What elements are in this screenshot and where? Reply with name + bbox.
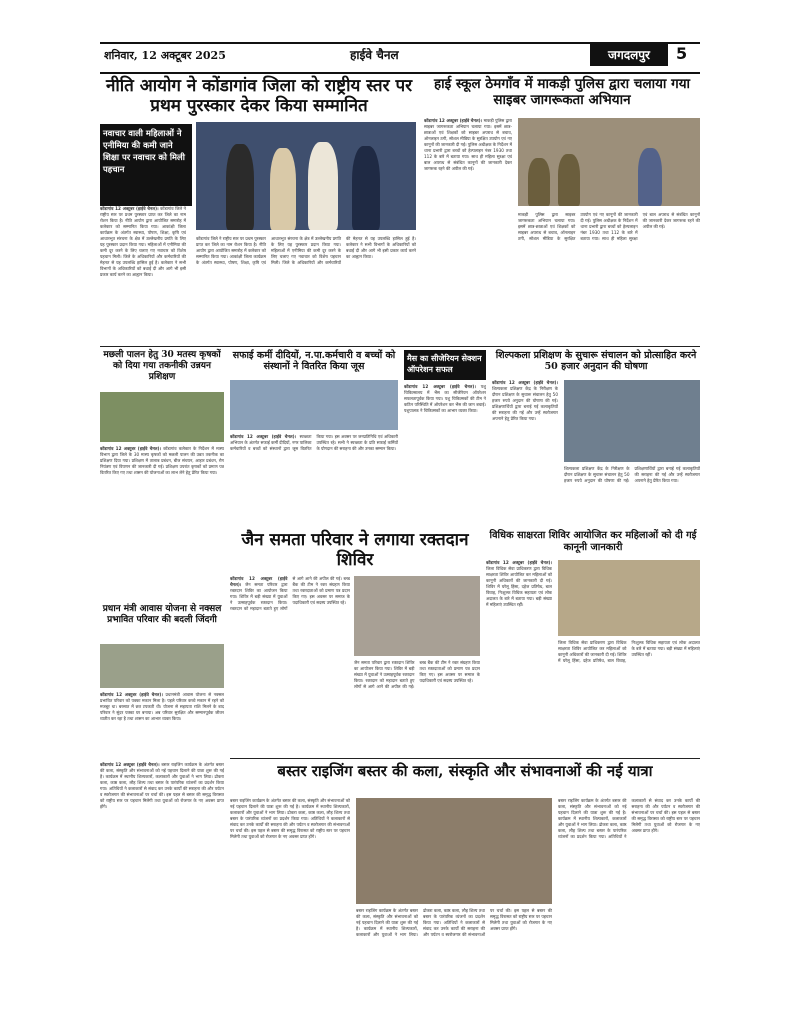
story-body-text: कोंडागांव जिले ने राष्ट्रीय स्तर पर प्रथम पुरस्कार प्राप्त कर जिले का नाम रोशन किया है। नीति आयोग द्वारा आयोजित समारोह में कलेक्टर को सम्मानित किया गया। आकांक्षी जिला कार्यक्रम के अंतर्गत स्वास्थ्य, पोषण, शिक्षा, कृषि एवं आधारभूत संरचना के क्षेत्र में उल्लेखनीय प्रगति के लिए यह पुरस्कार प्रदान किया गया। महिलाओं में एनीमिया की कमी दूर करने के लिए चलाए गए नवाचार को विशेष पहचान मिली। जिले के अधिकारियों और कर्मचारियों की मेहनत से यह उपलब्धि हासिल हुई है। कलेक्टर ने सभी विभागों के अधिकारियों को बधाई दी और आगे भी इसी प्रकार कार्य करने का आह्वान किया। [100,206,186,277]
story-body-text: प्रधानमंत्री आवास योजना से नक्सल प्रभावित परिवार को पक्का मकान मिला है। पहले परिवार कच्चे मकान में रहने को मजबूर था। बरसात में छत टपकती थी। योजना से सहायता राशि मिलने के बाद परिवार ने सुंदर पक्का घर बनाया। अब परिवार सुरक्षित और सम्मानपूर्वक जीवन व्यतीत कर रहा है तथा शासन का आभार व्यक्त किया। [100,692,224,721]
story-body-text: पशु चिकित्सालय में भैंस का सीजेरियन ऑपरेशन सफलतापूर्वक किया गया। पशु चिकित्सकों की टीम ने कठिन परिस्थिति में ऑपरेशन कर भैंस की जान बचाई। पशुपालक ने चिकित्सकों का आभार व्यक्त किया। [404,384,486,413]
story-headline: विधिक साक्षरता शिविर आयोजित कर महिलाओं को दी गई कानूनी जानकारी [489,530,697,553]
story-body [100,762,224,1032]
story-body-text: जैन समता परिवार द्वारा रक्तदान शिविर का आयोजन किया गया। शिविर में बड़ी संख्या में युवाओं ने उत्साहपूर्वक रक्तदान किया। रक्तदान को महादान बताते हुए लोगों से आगे आने की अपील की गई। ब्लड बैंक की टीम ने रक्त संग्रहण किया तथा रक्तदाताओं को प्रमाण पत्र प्रदान किए गए। इस अवसर पर समाज के पदाधिकारी एवं सदस्य उपस्थित रहे। [230,576,350,611]
story-body [100,446,224,600]
issue-date: शनिवार, 12 अक्टूबर 2025 [104,49,226,62]
story-dateline: कोंडागांव 12 अक्टूबर (हाईवे चैनल)। [486,560,552,565]
story-body [230,576,350,754]
story-body-text: शिल्पकला प्रशिक्षण केंद्र के निरीक्षण के दौरान प्रशिक्षण के सुचारू संचालन हेतु 50 हजार रुपये अनुदान की घोषणा की गई। प्रशिक्षणार्थियों द्वारा बनाई गई कलाकृतियों की सराहना की गई और उन्हें स्वरोजगार अपनाने हेतु प्रेरित किया गया। [564,466,700,483]
paper-name: हाईवे चैनल [350,48,399,62]
story-headline: सफाई कर्मी दीदियों, न.पा.कर्मचारी व बच्चों को संस्थानों ने वितरित किया जूस [232,350,396,373]
page-number: 5 [676,44,688,63]
story-shilp [492,350,700,526]
story-body-text: स्वच्छता अभियान के अंतर्गत सफाई कर्मी दीदियों, नगर पालिका कर्मचारियों व बच्चों को संस्थानों द्वारा जूस वितरित किया गया। इस अवसर पर जनप्रतिनिधि एवं अधिकारी उपस्थित रहे। सभी ने स्वच्छता के प्रति सफाई कर्मियों के योगदान की सराहना की और उनका सम्मान किया। [230,434,398,451]
story-cesarean [404,350,486,526]
story-body-cont [196,236,416,344]
story-dateline: कोंडागांव 12 अक्टूबर (हाईवे चैनल)। [492,380,558,385]
story-body-cont [558,640,700,754]
story-body-text: बस्तर राइजिंग कार्यक्रम के अंतर्गत बस्तर की कला, संस्कृति और संभावनाओं को नई पहचान दिलाने की यात्रा शुरू की गई है। कार्यक्रम में स्थानीय शिल्पकारों, कलाकारों और युवाओं ने भाग लिया। ढोकरा कला, काष्ठ कला, लौह शिल्प तथा बस्तर के पारंपरिक व्यंजनों का प्रदर्शन किया गया। अतिथियों ने कलाकारों से संवाद कर उनके कार्यों की सराहना की और पर्यटन व स्वरोजगार की संभावनाओं पर चर्चा की। इस पहल से बस्तर की समृद्ध विरासत को राष्ट्रीय स्तर पर पहचान मिलेगी तथा युवाओं को रोजगार के नए अवसर प्राप्त होंगे। [230,798,350,839]
story-dateline: कोंडागांव 12 अक्टूबर (हाईवे चैनल)। [424,118,483,123]
story-bastar [100,762,700,1032]
story-body-cont [356,908,552,1032]
story-body-text: कोंडागांव जिले ने राष्ट्रीय स्तर पर प्रथम पुरस्कार प्राप्त कर जिले का नाम रोशन किया है। नीति आयोग द्वारा आयोजित समारोह में कलेक्टर को सम्मानित किया गया। आकांक्षी जिला कार्यक्रम के अंतर्गत स्वास्थ्य, पोषण, शिक्षा, कृषि एवं आधारभूत संरचना के क्षेत्र में उल्लेखनीय प्रगति के लिए यह पुरस्कार प्रदान किया गया। महिलाओं में एनीमिया की कमी दूर करने के लिए चलाए गए नवाचार को विशेष पहचान मिली। जिले के अधिकारियों और कर्मचारियों की मेहनत से यह उपलब्धि हासिल हुई है। कलेक्टर ने सभी विभागों के अधिकारियों को बधाई दी और आगे भी इसी प्रकार कार्य करने का आह्वान किया। [196,236,416,265]
story-cyber [424,76,700,344]
divider [230,758,700,759]
story-photo [100,644,224,688]
story-dateline: कोंडागांव 12 अक्टूबर (हाईवे चैनल)। [230,434,297,439]
divider [100,346,700,347]
story-dateline: कोंडागांव 12 अक्टूबर (हाईवे चैनल)। [100,206,159,211]
story-kicker: नवाचार वाली महिलाओं ने एनीमिया की कमी जाने शिक्षा पर नवाचार को मिली पहचान [100,124,192,206]
story-body-text: बस्तर राइजिंग कार्यक्रम के अंतर्गत बस्तर की कला, संस्कृति और संभावनाओं को नई पहचान दिलाने की यात्रा शुरू की गई है। कार्यक्रम में स्थानीय शिल्पकारों, कलाकारों और युवाओं ने भाग लिया। ढोकरा कला, काष्ठ कला, लौह शिल्प तथा बस्तर के पारंपरिक व्यंजनों का प्रदर्शन किया गया। अतिथियों ने कलाकारों से संवाद कर उनके कार्यों की सराहना की और पर्यटन व स्वरोजगार की संभावनाओं पर चर्चा की। इस पहल से बस्तर की समृद्ध विरासत को राष्ट्रीय स्तर पर पहचान मिलेगी तथा युवाओं को रोजगार के नए अवसर प्राप्त होंगे। [100,762,224,809]
story-body [100,206,186,344]
story-headline: जैन समता परिवार ने लगाया रक्तदान शिविर [241,530,469,571]
story-niti [100,76,418,344]
story-body-text: जैन समता परिवार द्वारा रक्तदान शिविर का आयोजन किया गया। शिविर में बड़ी संख्या में युवाओं ने उत्साहपूर्वक रक्तदान किया। रक्तदान को महादान बताते हुए लोगों से आगे आने की अपील की गई। ब्लड बैंक की टीम ने रक्त संग्रहण किया तथा रक्तदाताओं को प्रमाण पत्र प्रदान किए गए। इस अवसर पर समाज के पदाधिकारी एवं सदस्य उपस्थित रहे। [354,660,480,689]
story-headline: बस्तर राइजिंग बस्तर की कला, संस्कृति और संभावनाओं की नई यात्रा [277,762,653,780]
story-body-cont [354,660,480,754]
story-body-cont [518,212,700,344]
story-photo [564,380,700,462]
story-body-text: जिला विधिक सेवा प्राधिकरण द्वारा विधिक साक्षरता शिविर आयोजित कर महिलाओं को कानूनी अधिकारों की जानकारी दी गई। शिविर में घरेलू हिंसा, दहेज प्रतिषेध, बाल विवाह, निःशुल्क विधिक सहायता एवं लोक अदालत के बारे में बताया गया। बड़ी संख्या में महिलाएं उपस्थित रहीं। [486,566,552,607]
story-photo [518,118,700,206]
story-body-text: माकड़ी पुलिस द्वारा साइबर जागरूकता अभियान चलाया गया। इसमें छात्र-छात्राओं एवं शिक्षकों को साइबर अपराध से बचाव, ऑनलाइन ठगी, सोशल मीडिया के सुरक्षित उपयोग एवं नए कानूनों की जानकारी दी गई। पुलिस अधीक्षक के निर्देशन में थाना प्रभारी द्वारा बच्चों को हेल्पलाइन नंबर 1930 तथा 112 के बारे में बताया गया। साथ ही महिला सुरक्षा एवं बाल अपराध से संबंधित कानूनों की जानकारी देकर जागरूक रहने की अपील की गई। [424,118,512,171]
story-dateline: कोंडागांव 12 अक्टूबर (हाईवे चैनल)। [404,384,476,389]
story-dateline: कोंडागांव 12 अक्टूबर (हाईवे चैनल)। [230,576,288,587]
story-headline: मछली पालन हेतु 30 मतस्य कृषकों को दिया गया तकनीकी उन्नयन प्रशिक्षण [103,350,221,382]
story-photo [354,576,480,656]
story-dateline: कोंडागांव 12 अक्टूबर (हाईवे चैनल)। [100,692,163,697]
story-body-text: कोंडागांव कलेक्टर के निर्देशन में मत्स्य विभाग द्वारा जिले के 30 मत्स्य कृषकों को मछली पालन की उन्नत तकनीक का प्रशिक्षण दिया गया। प्रशिक्षण में तालाब प्रबंधन, बीज संचयन, आहार प्रबंधन, रोग नियंत्रण एवं विपणन की जानकारी दी गई। प्रशिक्षण उपरांत कृषकों को प्रमाण पत्र वितरित किए गए तथा शासन की योजनाओं का लाभ लेने हेतु प्रेरित किया गया। [100,446,224,475]
story-body [230,434,398,526]
story-dateline: कोंडागांव 12 अक्टूबर (हाईवे चैनल)। [100,446,162,451]
story-body-cont [558,798,700,1032]
story-body [100,692,224,754]
story-body-text: जिला विधिक सेवा प्राधिकरण द्वारा विधिक साक्षरता शिविर आयोजित कर महिलाओं को कानूनी अधिकारों की जानकारी दी गई। शिविर में घरेलू हिंसा, दहेज प्रतिषेध, बाल विवाह, निःशुल्क विधिक सहायता एवं लोक अदालत के बारे में बताया गया। बड़ी संख्या में महिलाएं उपस्थित रहीं। [558,640,700,663]
story-photo [196,122,416,230]
story-photo [230,380,398,430]
story-vidhik [486,530,700,754]
city-label: जगदलपुर [590,44,668,66]
story-photo [100,392,224,442]
story-body-text: माकड़ी पुलिस द्वारा साइबर जागरूकता अभियान चलाया गया। इसमें छात्र-छात्राओं एवं शिक्षकों को साइबर अपराध से बचाव, ऑनलाइन ठगी, सोशल मीडिया के सुरक्षित उपयोग एवं नए कानूनों की जानकारी दी गई। पुलिस अधीक्षक के निर्देशन में थाना प्रभारी द्वारा बच्चों को हेल्पलाइन नंबर 1930 तथा 112 के बारे में बताया गया। साथ ही महिला सुरक्षा एवं बाल अपराध से संबंधित कानूनों की जानकारी देकर जागरूक रहने की अपील की गई। [518,212,700,241]
story-headline: प्रधान मंत्री आवास योजना से नक्सल प्रभावित परिवार की बदली जिंदगी [102,604,222,625]
story-awas [100,604,224,754]
story-body-cont [230,798,350,1032]
story-headline: नीति आयोग ने कोंडागांव जिला को राष्ट्रीय स्तर पर प्रथम पुरस्कार देकर किया सम्मानित [105,76,413,117]
story-body-text: शिल्पकला प्रशिक्षण केंद्र के निरीक्षण के दौरान प्रशिक्षण के सुचारू संचालन हेतु 50 हजार रुपये अनुदान की घोषणा की गई। प्रशिक्षणार्थियों द्वारा बनाई गई कलाकृतियों की सराहना की गई और उन्हें स्वरोजगार अपनाने हेतु प्रेरित किया गया। [492,386,558,421]
story-body-cont [564,466,700,526]
story-photo [558,560,700,636]
story-photo [356,798,552,904]
story-headline: मैस का सीजेरियन सेक्शन ऑपरेशन सफल [404,350,486,380]
story-jain [230,530,480,754]
story-body [492,380,558,526]
story-body [424,118,512,344]
story-body-text: बस्तर राइजिंग कार्यक्रम के अंतर्गत बस्तर की कला, संस्कृति और संभावनाओं को नई पहचान दिलाने की यात्रा शुरू की गई है। कार्यक्रम में स्थानीय शिल्पकारों, कलाकारों और युवाओं ने भाग लिया। ढोकरा कला, काष्ठ कला, लौह शिल्प तथा बस्तर के पारंपरिक व्यंजनों का प्रदर्शन किया गया। अतिथियों ने कलाकारों से संवाद कर उनके कार्यों की सराहना की और पर्यटन व स्वरोजगार की संभावनाओं पर चर्चा की। इस पहल से बस्तर की समृद्ध विरासत को राष्ट्रीय स्तर पर पहचान मिलेगी तथा युवाओं को रोजगार के नए अवसर प्राप्त होंगे। [356,908,552,937]
story-body-text: बस्तर राइजिंग कार्यक्रम के अंतर्गत बस्तर की कला, संस्कृति और संभावनाओं को नई पहचान दिलाने की यात्रा शुरू की गई है। कार्यक्रम में स्थानीय शिल्पकारों, कलाकारों और युवाओं ने भाग लिया। ढोकरा कला, काष्ठ कला, लौह शिल्प तथा बस्तर के पारंपरिक व्यंजनों का प्रदर्शन किया गया। अतिथियों ने कलाकारों से संवाद कर उनके कार्यों की सराहना की और पर्यटन व स्वरोजगार की संभावनाओं पर चर्चा की। इस पहल से बस्तर की समृद्ध विरासत को राष्ट्रीय स्तर पर पहचान मिलेगी तथा युवाओं को रोजगार के नए अवसर प्राप्त होंगे। [558,798,700,839]
story-headline: शिल्पकला प्रशिक्षण के सुचारू संचालन को प्रोत्साहित करने 50 हजार अनुदान की घोषणा [495,350,697,373]
story-headline: हाई स्कूल ठेमगाँव में माकड़ी पुलिस द्वारा चलाया गया साइबर जागरूकता अभियान [433,76,691,109]
story-dateline: कोंडागांव 12 अक्टूबर (हाईवे चैनल)। [100,762,160,767]
story-safai [230,350,398,526]
story-body [486,560,552,754]
story-fish [100,350,224,600]
story-body [404,384,486,526]
